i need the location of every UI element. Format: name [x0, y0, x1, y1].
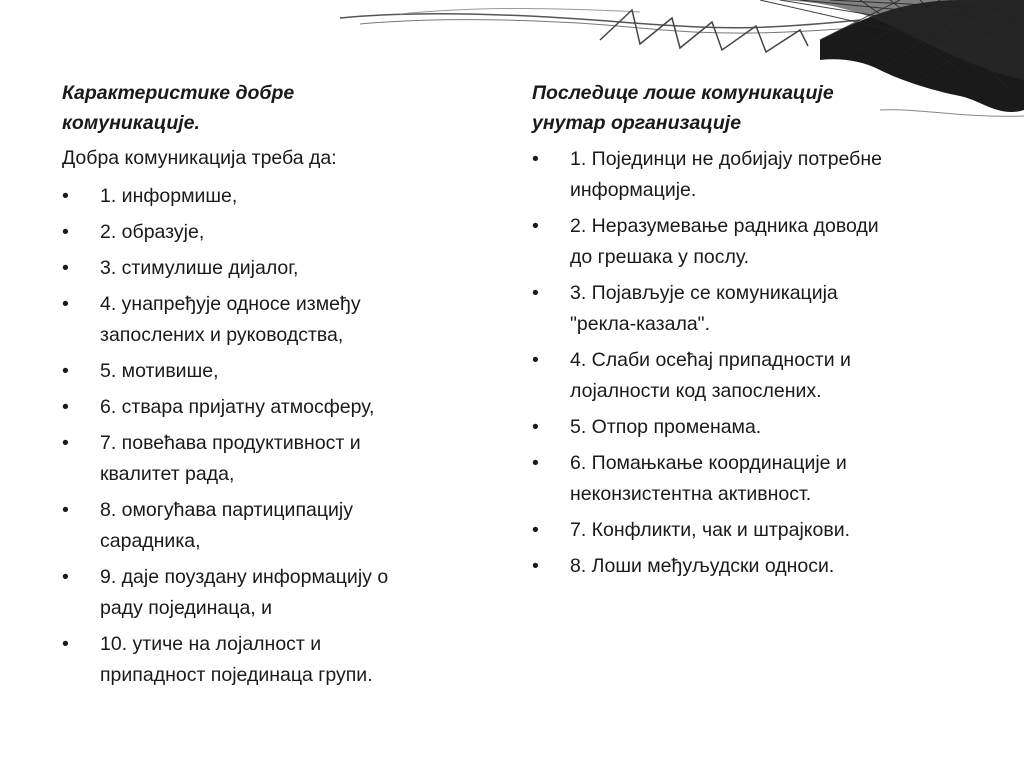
left-list-item-text — [100, 253, 472, 284]
right-column — [532, 78, 972, 587]
list-item-line: 2. образује, — [100, 221, 205, 243]
left-bullet-list — [62, 181, 472, 691]
left-list-item — [62, 289, 472, 351]
list-item-line: квалитет рада, — [100, 463, 235, 485]
list-item-line: 6. ствара пријатну атмосферу, — [100, 396, 375, 418]
list-item-line: припадност појединаца групи. — [100, 664, 373, 686]
bullet-icon: • — [532, 555, 539, 577]
left-list-item-text — [100, 495, 472, 557]
left-list-item — [62, 253, 472, 284]
right-list-item-text — [570, 412, 972, 443]
list-item-line: 1. информише, — [100, 185, 238, 207]
list-item-line: 6. Помањкање координације и — [570, 452, 847, 474]
list-item-line: 10. утиче на лојалност и — [100, 633, 322, 655]
left-list-item — [62, 629, 472, 691]
bullet-icon: • — [532, 282, 539, 304]
left-column — [62, 78, 472, 696]
left-heading-line: Карактеристике добре — [62, 82, 295, 104]
left-list-item — [62, 392, 472, 423]
right-list-item — [532, 515, 972, 546]
bullet-icon: • — [62, 293, 69, 315]
right-list-item-text — [570, 448, 972, 510]
list-item-line: информације. — [570, 179, 697, 201]
bullet-icon: • — [532, 349, 539, 371]
left-list-item — [62, 356, 472, 387]
list-item-line: раду појединаца, и — [100, 597, 273, 619]
right-list-item-text — [570, 144, 972, 206]
right-list-item-text — [570, 551, 972, 582]
list-item-line: запослених и руководства, — [100, 324, 344, 346]
list-item-line: 5. мотивише, — [100, 360, 219, 382]
bullet-icon: • — [62, 221, 69, 243]
left-intro: Добра комуникација треба да: — [62, 147, 337, 169]
list-item-line: 8. омогућава партиципацију — [100, 499, 353, 521]
right-list-item-text — [570, 345, 972, 407]
right-heading-line: унутар организације — [532, 112, 742, 134]
right-list-item — [532, 551, 972, 582]
right-list-item — [532, 211, 972, 273]
right-heading-line: Последице лоше комуникације — [532, 82, 834, 104]
bullet-icon: • — [532, 416, 539, 438]
list-item-line: 4. Слаби осећај припадности и — [570, 349, 851, 371]
right-list-item-text — [570, 211, 972, 273]
list-item-line: 2. Неразумевање радника доводи — [570, 215, 879, 237]
list-item-line: сарадника, — [100, 530, 201, 552]
list-item-line: 8. Лоши међуљудски односи. — [570, 555, 835, 577]
bullet-icon: • — [62, 396, 69, 418]
bullet-icon: • — [62, 360, 69, 382]
list-item-line: 3. Појављује се комуникација — [570, 282, 838, 304]
left-list-item — [62, 428, 472, 490]
left-list-item-text — [100, 217, 472, 248]
list-item-line: неконзистентна активност. — [570, 483, 812, 505]
bullet-icon: • — [62, 499, 69, 521]
left-list-item-text — [100, 428, 472, 490]
right-list-item — [532, 278, 972, 340]
list-item-line: 9. даје поуздану информацију о — [100, 566, 389, 588]
list-item-line: 7. повећава продуктивност и — [100, 432, 361, 454]
left-heading-line: комуникације. — [62, 112, 200, 134]
bullet-icon: • — [62, 185, 69, 207]
right-list-item-text — [570, 278, 972, 340]
left-list-item — [62, 181, 472, 212]
left-list-item — [62, 495, 472, 557]
bullet-icon: • — [532, 452, 539, 474]
list-item-line: 3. стимулише дијалог, — [100, 257, 299, 279]
left-heading — [62, 78, 472, 138]
bullet-icon: • — [532, 215, 539, 237]
left-list-item-text — [100, 356, 472, 387]
right-heading — [532, 78, 972, 138]
list-item-line: до грешака у послу. — [570, 246, 750, 268]
left-list-item-text — [100, 181, 472, 212]
bullet-icon: • — [532, 519, 539, 541]
list-item-line: 7. Конфликти, чак и штрајкови. — [570, 519, 851, 541]
list-item-line: "рекла-казала". — [570, 313, 711, 335]
bullet-icon: • — [62, 432, 69, 454]
list-item-line: 1. Појединци не добијају потребне — [570, 148, 882, 170]
right-list-item — [532, 144, 972, 206]
left-list-item-text — [100, 289, 472, 351]
list-item-line: 4. унапређује односе између — [100, 293, 361, 315]
right-list-item — [532, 412, 972, 443]
right-list-item-text — [570, 515, 972, 546]
bullet-icon: • — [62, 633, 69, 655]
left-list-item-text — [100, 629, 472, 691]
bullet-icon: • — [532, 148, 539, 170]
right-bullet-list — [532, 144, 972, 582]
left-list-item-text — [100, 562, 472, 624]
list-item-line: 5. Отпор променама. — [570, 416, 762, 438]
left-list-item-text — [100, 392, 472, 423]
right-list-item — [532, 345, 972, 407]
right-list-item — [532, 448, 972, 510]
bullet-icon: • — [62, 257, 69, 279]
bullet-icon: • — [62, 566, 69, 588]
left-list-item — [62, 562, 472, 624]
list-item-line: лојалности код запослених. — [570, 380, 822, 402]
left-list-item — [62, 217, 472, 248]
